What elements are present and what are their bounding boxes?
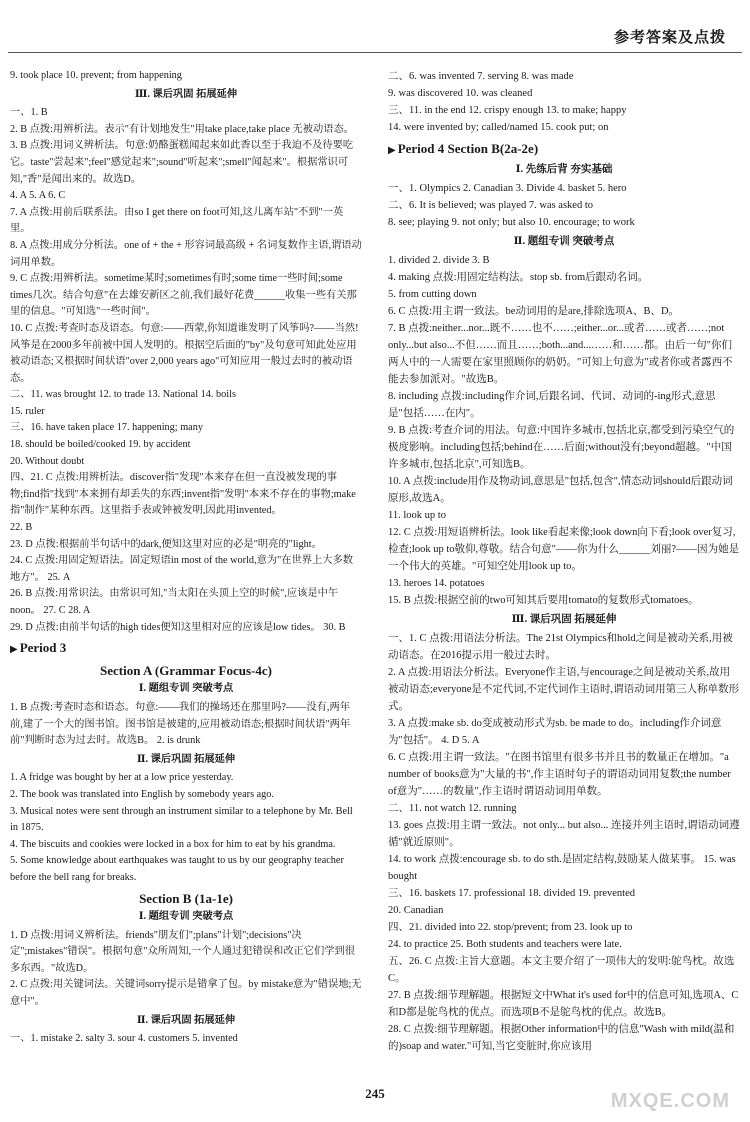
answer-line xyxy=(10,68,362,85)
answer-line xyxy=(388,664,740,715)
line-text: 3. Musical notes were sent through an instrument similar to a telephone by Mr. Bell in 1875. xyxy=(10,805,353,834)
line-text: 20. Canadian xyxy=(388,905,444,916)
answer-line xyxy=(10,977,362,1010)
page-number: 245 xyxy=(365,1086,385,1101)
line-text: 2. B 点拨:用辨析法。表示"有计划地发生"用take place,take place 无被动语态。 xyxy=(10,123,355,135)
line-text: 24. to practice 25. Both students and teachers were late. xyxy=(388,939,622,950)
line-text: 24. C 点拨:用固定短语法。固定短语in most of the world,意为"在世界上大多数地方"。 25. A xyxy=(10,555,354,583)
line-text: 22. B xyxy=(10,522,33,534)
answer-line xyxy=(388,919,740,936)
answer-line xyxy=(10,321,362,387)
line-text: 14. to work 点拨:encourage sb. to do sth.是固定结构,鼓励某人做某事。 15. was bought xyxy=(388,854,736,882)
line-text: 2. A 点拨:用语法分析法。Everyone作主语,与encourage之间是被动关系,故用被动语态;everyone是不定代词,不定代词作主语时,谓语动词用第三人称单数形式。 xyxy=(388,667,740,712)
answer-line xyxy=(388,214,740,231)
answer-line xyxy=(388,524,740,575)
answer-line xyxy=(388,817,740,851)
line-text: 9. B 点拨:考查介词的用法。句意:中国许多城市,包括北京,都受到污染空气的极度影响。including包括;behind在……后面;without没有;beyond超越。"中国许多城市,包括北京",可知选B。 xyxy=(388,425,735,470)
answer-line xyxy=(388,851,740,885)
line-text: 1. B 点拨:考查时态和语态。句意:——我们的操场还在那里吗?——没有,两年前,建了一个大的图书馆。图书馆是被建的,应用被动语态;根据时间状语"两年前"判断时态为过去时。故选B。 2. is drunk xyxy=(10,701,351,747)
answer-line xyxy=(388,102,740,119)
line-text: Ⅱ. 课后巩固 拓展延伸 xyxy=(136,753,236,765)
answer-line xyxy=(388,630,740,664)
line-text: 12. C 点拨:用短语辨析法。look like看起来像;look down向下看;look over复习,检查;look up to敬仰,尊敬。结合句意"——你为什么______刘丽?——因为她是一个伟大的英雄。"可知空处用look up to。 xyxy=(388,527,740,572)
line-text: 23. D 点拨:根据前半句话中的dark,便知这里对应的必是"明亮的"light。 xyxy=(10,538,322,550)
answer-line xyxy=(10,586,362,619)
line-text: 8. A 点拨:用成分分析法。one of + the + 形容词最高级 + 名词复数作主语,谓语动词用单数。 xyxy=(10,239,362,268)
line-text: Section A (Grammar Focus-4c) xyxy=(100,662,272,678)
answer-line xyxy=(388,953,740,987)
answer-line xyxy=(10,853,362,886)
answer-line xyxy=(388,507,740,524)
answer-line xyxy=(388,388,740,422)
answer-line xyxy=(388,85,740,102)
answer-line xyxy=(10,837,362,854)
answer-line xyxy=(10,787,362,804)
line-text: Section B (1a-1e) xyxy=(139,890,233,906)
line-text: 14. were invented by; called/named 15. cook put; on xyxy=(388,122,609,133)
line-text: 5. from cutting down xyxy=(388,289,477,300)
answer-line xyxy=(10,420,362,437)
answer-line xyxy=(10,238,362,271)
section-heading xyxy=(10,87,362,104)
left-column xyxy=(10,68,362,1048)
answer-line xyxy=(10,770,362,787)
line-text: 15. B 点拨:根据空前的two可知其后要用tomato的复数形式tomatoes。 xyxy=(388,595,699,606)
line-text: 7. A 点拨:用前后联系法。由so I get there on foot可知,这儿离车站"不到"一英里。 xyxy=(10,206,344,235)
line-text: Ⅰ. 先练后背 夯实基础 xyxy=(515,164,613,175)
answer-line xyxy=(388,592,740,609)
answer-line xyxy=(10,553,362,586)
answer-line xyxy=(388,575,740,592)
line-text: Ⅰ. 题组专训 突破考点 xyxy=(138,911,234,923)
answer-line xyxy=(388,473,740,507)
line-text: 三、11. in the end 12. crispy enough 13. to make; happy xyxy=(388,105,627,116)
line-text: 8. including 点拨:including作介词,后跟名词、代词、动词的-ing形式,意思是"包括……在内"。 xyxy=(388,391,716,419)
line-text: 10. C 点拨:考查时态及语态。句意:——西蒙,你知道谁发明了风筝吗?——当然!风筝是在2000多年前被中国人发明的。根据空后面的"by"及句意可知此处应用被动语态;又根据时间状语"over 2,000 years ago"可知应用一般过去时的被动语态。 xyxy=(10,322,359,384)
line-text: 一、1. mistake 2. salty 3. sour 4. customers 5. invented xyxy=(10,1033,238,1045)
answer-line xyxy=(10,620,362,637)
answer-line xyxy=(388,749,740,800)
line-text: 一、1. Olympics 2. Canadian 3. Divide 4. basket 5. hero xyxy=(388,183,627,194)
answer-line xyxy=(10,520,362,537)
section-heading xyxy=(10,909,362,926)
line-text: 3. B 点拨:用词义辨析法。句意:奶酪蛋糕闻起来如此香以至于我迫不及待要吃它。taste"尝起来";feel"感觉起来";sound"听起来";smell"闻起来"。根据常识可知,"香"是闻出来的。故选D。 xyxy=(10,140,354,185)
line-text: Ⅲ. 课后巩固 拓展延伸 xyxy=(511,614,617,625)
line-text: 1. A fridge was bought by her at a low price yesterday. xyxy=(10,772,234,784)
answer-line xyxy=(388,269,740,286)
line-text: Ⅱ. 题组专训 突破考点 xyxy=(513,236,615,247)
answer-line xyxy=(388,422,740,473)
line-text: 11. look up to xyxy=(388,510,446,521)
answer-line xyxy=(10,700,362,750)
line-text: 四、21. divided into 22. stop/prevent; from 23. look up to xyxy=(388,922,633,933)
line-text: 二、6. It is believed; was played 7. was asked to xyxy=(388,200,593,211)
answer-line xyxy=(10,470,362,520)
answer-line xyxy=(10,105,362,122)
line-text: 7. B 点拨:neither...nor...既不……也不……;either...or...或者……或者……;not only...but also...不但……而且……;both...and...……和……都。由后一句"你们两人中的一人需要在家里照顾你的奶奶。"可知上句意为"或者你或者露西不能去参加派对。"故选B。 xyxy=(388,323,733,385)
watermark: MXQE.COM xyxy=(610,1090,730,1112)
answer-line xyxy=(388,987,740,1021)
section-heading xyxy=(10,681,362,698)
line-text: 2. The book was translated into English by somebody years ago. xyxy=(10,788,274,800)
line-text: 10. A 点拨:include用作及物动词,意思是"包括,包含",情态动词should后跟动词原形,故选A。 xyxy=(388,476,733,504)
triangle-icon: ▶ xyxy=(10,644,18,656)
section-title xyxy=(10,663,362,680)
line-text: Ⅱ. 课后巩固 拓展延伸 xyxy=(136,1014,236,1026)
line-text: Ⅰ. 题组专训 突破考点 xyxy=(138,683,234,695)
line-text: 五、26. C 点拨:主旨大意题。本文主要介绍了一项伟大的发明:鸵鸟枕。故选C。 xyxy=(388,956,735,984)
answer-line xyxy=(388,119,740,136)
line-text: 28. C 点拨:细节理解题。根据Other information中的信息"Wash with mild(温和的)soap and water."可知,当它变脏时,你应该用 xyxy=(388,1024,735,1052)
line-text: 9. was discovered 10. was cleaned xyxy=(388,88,533,99)
header-rule xyxy=(8,52,742,53)
section-heading xyxy=(10,752,362,769)
line-text: 20. Without doubt xyxy=(10,455,85,467)
line-text: 三、16. have taken place 17. happening; many xyxy=(10,422,203,434)
line-text: 一、1. C 点拨:用语法分析法。The 21st Olympics和hold之间是被动关系,用被动语态。在2016提示用一般过去时。 xyxy=(388,633,733,661)
line-text: 29. D 点拨:由前半句话的high tides便知这里相对应的应该是low tides。 30. B xyxy=(10,621,346,633)
answer-line xyxy=(388,286,740,303)
period-heading xyxy=(10,640,362,659)
line-text: 6. C 点拨:用主谓一致法。be动词用的是are,排除选项A、B、D。 xyxy=(388,306,680,317)
answer-line xyxy=(388,320,740,388)
line-text: 4. A 5. A 6. C xyxy=(10,190,66,202)
line-text: 9. C 点拨:用辨析法。sometime某时;sometimes有时;some time一些时间;some times几次。结合句意"在去雄安新区之前,我们最好花费______收集一些有关那里的信息。"可知选"一些时间"。 xyxy=(10,273,357,318)
answer-line xyxy=(10,188,362,205)
answer-line xyxy=(10,804,362,837)
line-text: 二、6. was invented 7. serving 8. was made xyxy=(388,71,574,82)
answer-line xyxy=(388,936,740,953)
line-text: 4. The biscuits and cookies were locked in a box for him to eat by his grandma. xyxy=(10,838,336,850)
page-header xyxy=(0,0,750,58)
line-text: 8. see; playing 9. not only; but also 10. encourage; to work xyxy=(388,217,635,228)
line-text: 2. C 点拨:用关键词法。关键词sorry提示是错拿了包。by mistake意为"错误地;无意中"。 xyxy=(10,979,362,1008)
line-text: 4. making 点拨:用固定结构法。stop sb. from后跟动名词。 xyxy=(388,272,649,283)
answer-line xyxy=(10,537,362,554)
section-title xyxy=(10,891,362,908)
line-text: 二、11. was brought 12. to trade 13. National 14. boils xyxy=(10,389,236,401)
line-text: Ⅲ. 课后巩固 拓展延伸 xyxy=(134,88,238,100)
answer-line xyxy=(388,902,740,919)
answer-line xyxy=(388,252,740,269)
answer-line xyxy=(10,271,362,321)
section-heading xyxy=(388,233,740,250)
line-text: 27. B 点拨:细节理解题。根据短文中What it's used for中的信息可知,选项A、C和D都是鸵鸟枕的优点。而选项B不是鸵鸟枕的优点。故选B。 xyxy=(388,990,739,1018)
answer-line xyxy=(10,1031,362,1048)
section-heading xyxy=(388,611,740,628)
answer-line xyxy=(10,138,362,188)
answer-line xyxy=(388,303,740,320)
answer-line xyxy=(10,387,362,404)
line-text: 1. D 点拨:用词义辨析法。friends"朋友们";plans"计划";decisions"决定";mistakes"错误"。根据句意"众所周知,一个人通过犯错误和改正它们学到很多东西。"故选D。 xyxy=(10,929,356,974)
answer-line xyxy=(10,205,362,238)
line-text: 15. ruler xyxy=(10,405,45,417)
line-text: 9. took place 10. prevent; from happening xyxy=(10,70,182,81)
answer-line xyxy=(10,122,362,139)
section-heading xyxy=(388,161,740,178)
period-heading xyxy=(388,140,740,159)
line-text: Period 4 Section B(2a-2e) xyxy=(397,141,539,156)
line-text: 三、16. baskets 17. professional 18. divided 19. prevented xyxy=(388,888,635,899)
line-text: 18. should be boiled/cooked 19. by accident xyxy=(10,439,191,451)
line-text: 3. A 点拨:make sb. do变成被动形式为sb. be made to do。including作介词意为"包括"。 4. D 5. A xyxy=(388,718,722,746)
line-text: 四、21. C 点拨:用辨析法。discover指"发现"本来存在但一直没被发现的事物;find指"找到"本来拥有却丢失的东西;invent指"发明"本来不存在的事物;make指"制作"某种东西。这里指手表或钟被发明,因此用invented。 xyxy=(10,472,356,517)
answer-line xyxy=(10,404,362,421)
line-text: 13. heroes 14. potatoes xyxy=(388,578,485,589)
answer-line xyxy=(388,68,740,85)
line-text: 26. B 点拨:用常识法。由常识可知,"当太阳在头顶上空的时候",应该是中午noon。 27. C 28. A xyxy=(10,588,339,616)
answer-line xyxy=(388,800,740,817)
line-text: 二、11. not watch 12. running xyxy=(388,803,517,814)
answer-line xyxy=(10,928,362,978)
answer-line xyxy=(388,197,740,214)
answer-line xyxy=(10,454,362,471)
answer-line xyxy=(388,715,740,749)
line-text: 一、1. B xyxy=(10,107,48,119)
line-text: Period 3 xyxy=(19,640,67,656)
answer-line xyxy=(10,437,362,454)
answer-line xyxy=(388,885,740,902)
answer-line xyxy=(388,1021,740,1055)
line-text: 1. divided 2. divide 3. B xyxy=(388,255,490,266)
triangle-icon: ▶ xyxy=(388,145,396,156)
line-text: 5. Some knowledge about earthquakes was taught to us by our geography teacher before the bell rang for breaks. xyxy=(10,855,344,883)
line-text: 13. goes 点拨:用主谓一致法。not only... but also... 连接并列主语时,谓语动词遵循"就近原则"。 xyxy=(388,820,740,848)
answer-line xyxy=(388,180,740,197)
section-heading xyxy=(10,1013,362,1030)
right-column xyxy=(388,68,740,1055)
line-text: 6. C 点拨:用主谓一致法。"在图书馆里有很多书并且书的数量正在增加。"a number of books意为"大量的书",作主语时句子的谓语动词用复数;the number of意为"……的数量",作主语时谓语动词用单数。 xyxy=(388,752,731,797)
header-title: 参考答案及点拨 xyxy=(613,30,726,46)
